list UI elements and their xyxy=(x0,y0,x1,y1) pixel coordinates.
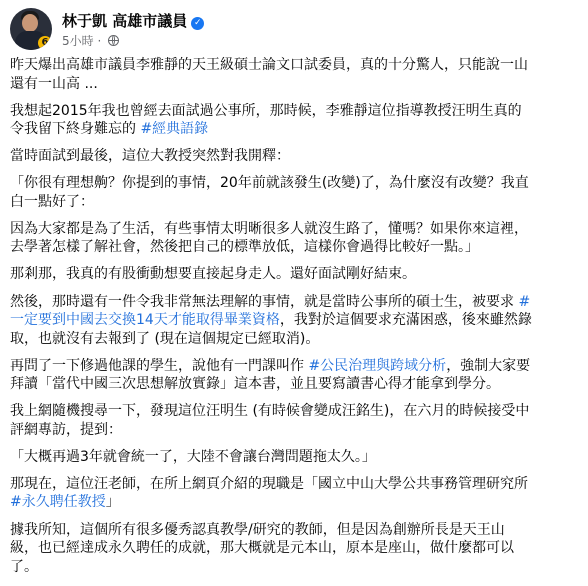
paragraph-8-text: 再問了一下修過他課的學生，說他有一門課叫作 xyxy=(10,357,309,374)
hashtag-link[interactable]: #經典語錄 xyxy=(140,121,209,138)
hashtag-link[interactable]: # 一定要到中國去交換14天才能取得畢業資格 xyxy=(10,293,531,329)
avatar-face xyxy=(22,14,38,32)
paragraph-12: 據我所知，這個所有很多優秀認真教學/研究的教師，但是因為創辦所長是天王山 級，也已經達成永久聘任的成就，那大概就是元本山，原本是座山，做什麼都可以 了。 xyxy=(10,521,514,575)
paragraph-10: 「大概再過3年就會統一了，大陸不會讓台灣問題拖太久。」 xyxy=(10,448,376,465)
post-time[interactable]: 5小時 xyxy=(62,34,94,48)
paragraph-2-text: 我想起2015年我也曾經去面試過公事所，那時候，李雅靜這位指導教授汪明生真的 令我留下終身難忘的 xyxy=(10,102,522,138)
paragraph-8 xyxy=(10,357,572,394)
paragraph-11-text: 那現在，這位汪老師，在所上網頁介紹的現職是「國立中山大學公共事務管理研究所 xyxy=(10,475,528,492)
paragraph-4: 「你很有理想齁？你提到的事情，20年前就該發生(改變)了，為什麼沒有改變？我直 白一點好了： xyxy=(10,175,529,210)
globe-icon xyxy=(108,35,119,46)
paragraph-5: 因為大家都是為了生活，有些事情太明晰很多人就沒生路了，懂嗎？如果你來這裡， 去學著怎樣了解社會，然後把自己的標準放低，這樣你會過得比較好一點。」 xyxy=(10,220,528,256)
paragraph-11-text-end: 」 xyxy=(105,494,120,511)
paragraph-8-text-end: ，強制大家要 拜讀「當代中國三次思想解放實錄」這本書，並且要寫讀書心得才能拿到學分。 xyxy=(10,357,531,393)
meta-separator: · xyxy=(93,34,106,48)
hashtag-link[interactable]: #公民治理與跨域分析 xyxy=(308,357,447,374)
hashtag-link[interactable]: #永久聘任教授 xyxy=(10,494,106,511)
verified-icon: ✓ xyxy=(191,17,204,30)
post-header xyxy=(10,8,570,52)
paragraph-9: 我上網隨機搜尋一下，發現這位汪明生 (有時候會變成汪銘生)，在六月的時候接受中 評網專訪，提到： xyxy=(10,403,530,438)
paragraph-7 xyxy=(10,293,572,349)
author-name[interactable]: 林于凱 高雄市議員 xyxy=(62,12,188,30)
paragraph-3: 當時面試到最後，這位大教授突然對我開釋： xyxy=(10,148,290,165)
paragraph-2 xyxy=(10,102,572,139)
avatar[interactable] xyxy=(10,8,52,50)
paragraph-7-text-end: ，我對於這個要求充滿困惑，後來雖然錄 取，也就沒有去報到了 (現在這個規定已經取消)。 xyxy=(10,312,532,347)
paragraph-1: 昨天爆出高雄市議員李雅靜的天王級碩士論文口試委員，真的十分驚人，只能說一山 還有一山高 ... xyxy=(10,57,528,92)
post-meta xyxy=(62,32,119,49)
author-name-row xyxy=(62,10,204,31)
candidate-number-badge: 6 xyxy=(38,36,52,50)
paragraph-6: 那剎那，我真的有股衝動想要直接起身走人。還好面試剛好結束。 xyxy=(10,266,416,283)
post-content xyxy=(10,56,572,585)
paragraph-7-text: 然後，那時還有一件令我非常無法理解的事情，就是當時公事所的碩士生，被要求 xyxy=(10,293,519,310)
paragraph-11 xyxy=(10,475,572,512)
